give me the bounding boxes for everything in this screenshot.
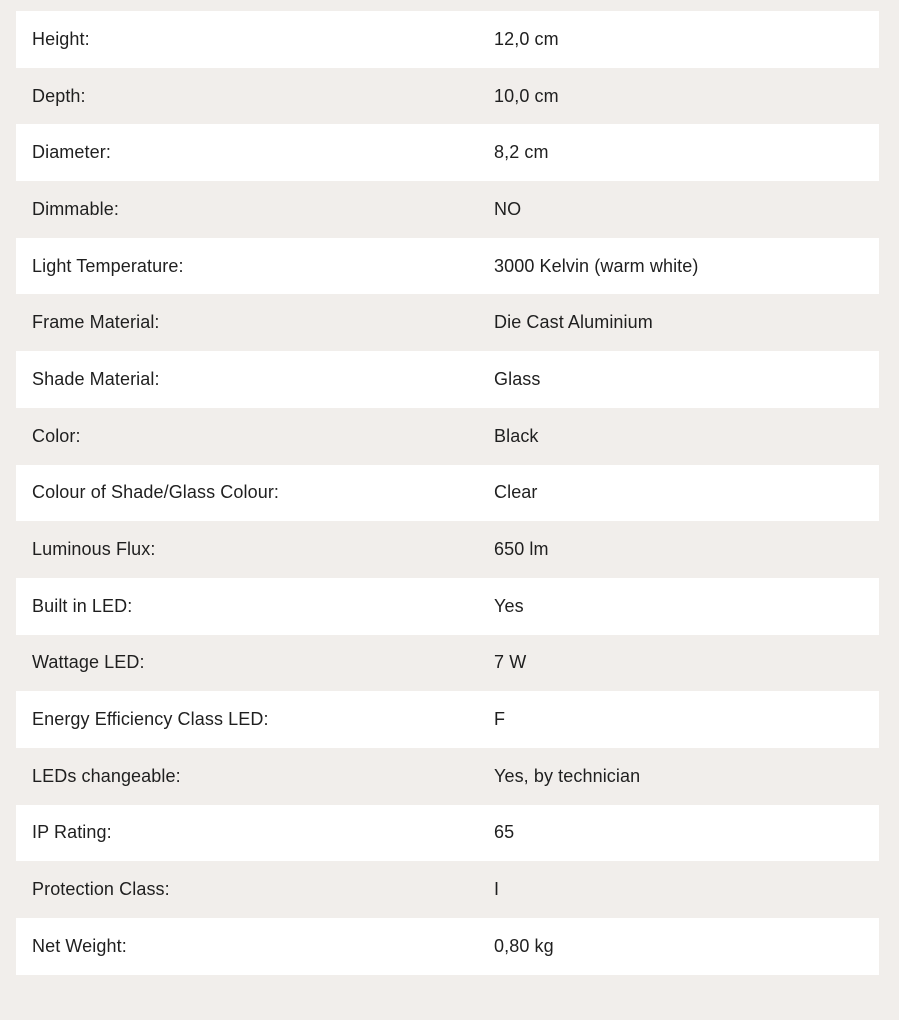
spec-label: Depth: — [32, 85, 86, 106]
spec-value: F — [494, 709, 506, 730]
spec-row-frame-material — [16, 294, 879, 351]
spec-row-wattage-led — [16, 635, 879, 692]
specifications-table — [16, 11, 879, 975]
spec-value: 7 W — [494, 652, 527, 673]
spec-label: Dimmable: — [32, 198, 119, 219]
spec-row-energy-efficiency-class — [16, 691, 879, 748]
spec-value: 3000 Kelvin (warm white) — [494, 255, 699, 276]
spec-label: Net Weight: — [32, 935, 127, 956]
spec-label: Colour of Shade/Glass Colour: — [32, 482, 280, 503]
spec-row-luminous-flux — [16, 521, 879, 578]
spec-label: Protection Class: — [32, 879, 170, 900]
spec-label: Light Temperature: — [32, 255, 184, 276]
spec-row-protection-class — [16, 861, 879, 918]
spec-row-light-temperature — [16, 238, 879, 295]
spec-row-diameter — [16, 124, 879, 181]
spec-label: Frame Material: — [32, 312, 160, 333]
spec-row-net-weight — [16, 918, 879, 975]
spec-value: 12,0 cm — [494, 28, 559, 49]
spec-value: 10,0 cm — [494, 85, 559, 106]
spec-row-ip-rating — [16, 805, 879, 862]
spec-label: Shade Material: — [32, 368, 160, 389]
spec-row-color — [16, 408, 879, 465]
spec-row-leds-changeable — [16, 748, 879, 805]
spec-label: Energy Efficiency Class LED: — [32, 709, 269, 730]
spec-value: 65 — [494, 822, 515, 843]
spec-label: Color: — [32, 425, 81, 446]
spec-row-depth — [16, 68, 879, 125]
spec-row-built-in-led — [16, 578, 879, 635]
spec-label: Height: — [32, 28, 90, 49]
spec-value: Yes — [494, 595, 524, 616]
spec-value: Black — [494, 425, 539, 446]
spec-row-shade-colour — [16, 465, 879, 522]
spec-value: 0,80 kg — [494, 935, 554, 956]
spec-value: Yes, by technician — [494, 765, 641, 786]
spec-row-shade-material — [16, 351, 879, 408]
spec-label: LEDs changeable: — [32, 765, 181, 786]
spec-value: NO — [494, 198, 522, 219]
spec-value: Glass — [494, 368, 541, 389]
spec-value: 8,2 cm — [494, 142, 549, 163]
spec-label: IP Rating: — [32, 822, 112, 843]
spec-value: Clear — [494, 482, 538, 503]
spec-label: Wattage LED: — [32, 652, 145, 673]
spec-label: Built in LED: — [32, 595, 133, 616]
spec-value: 650 lm — [494, 539, 549, 560]
spec-label: Diameter: — [32, 142, 111, 163]
spec-label: Luminous Flux: — [32, 539, 156, 560]
spec-row-dimmable — [16, 181, 879, 238]
spec-value: Die Cast Aluminium — [494, 312, 653, 333]
spec-row-height — [16, 11, 879, 68]
spec-value: I — [494, 879, 500, 900]
